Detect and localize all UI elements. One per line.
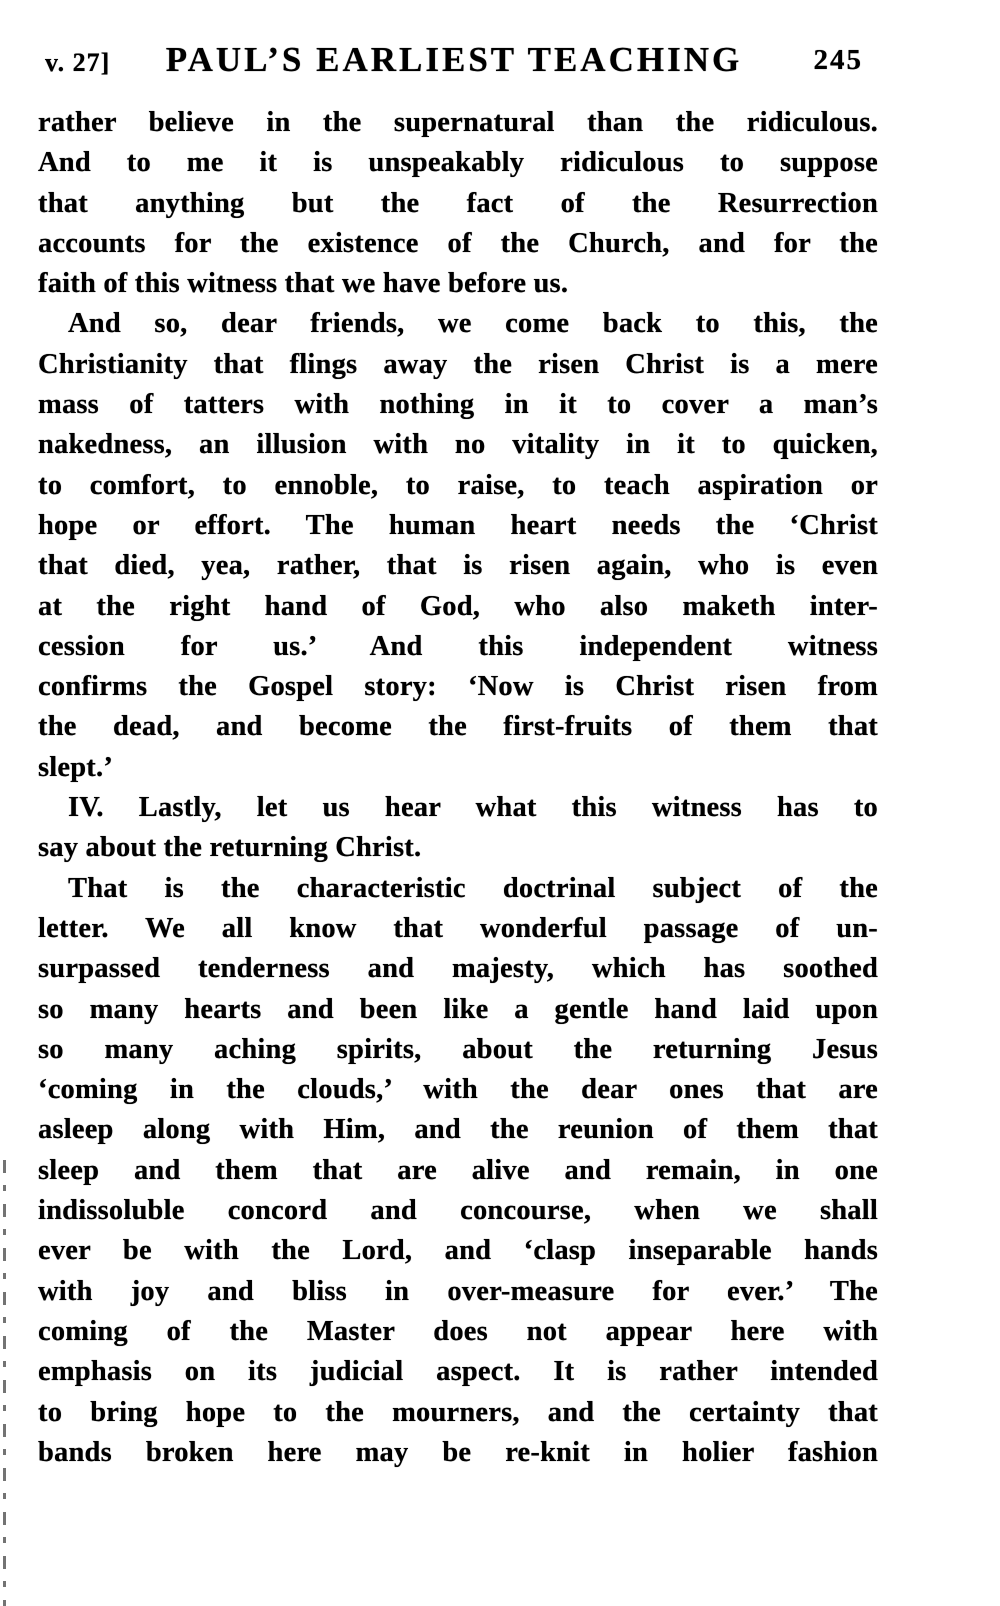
text-line: faith of this witness that we have before us. [38,268,569,300]
text-line: to comfort, to ennoble, to raise, to teach aspiration or [38,469,878,501]
scan-edge-artifact [3,1160,6,1606]
text-line: And so, dear friends, we come back to this, the [68,308,878,340]
text-line: coming of the Master does not appear here with [38,1315,878,1347]
text-line: say about the returning Christ. [38,832,422,864]
text-line: accounts for the existence of the Church, and for the [38,227,878,259]
text-line: asleep along with Him, and the reunion of them that [38,1114,878,1146]
text-line: nakedness, an illusion with no vitality in it to quicken, [38,429,878,461]
text-line: so many aching spirits, about the returning Jesus [38,1033,878,1065]
text-line: That is the characteristic doctrinal subject of the [68,872,878,904]
text-line: that anything but the fact of the Resurrection [38,187,878,219]
text-line: at the right hand of God, who also maketh inter- [38,590,878,622]
text-line: so many hearts and been like a gentle hand laid upon [38,993,878,1025]
text-line: indissoluble concord and concourse, when we shall [38,1195,878,1227]
text-line: IV. Lastly, let us hear what this witness has to [68,792,878,824]
text-line: the dead, and become the first-fruits of them that [38,711,878,743]
text-line: slept.’ [38,751,114,783]
text-line: that died, yea, rather, that is risen again, who is even [38,550,878,582]
text-line: Christianity that flings away the risen Christ is a mere [38,348,878,380]
running-title: PAUL’S EARLIEST TEACHING [165,40,743,79]
page-number: 245 [813,44,863,76]
verse-reference: v. 27] [45,48,111,77]
page-body [38,103,878,1473]
text-line: surpassed tenderness and majesty, which has soothed [38,953,878,985]
text-line: letter. We all know that wonderful passage of un- [38,912,878,944]
text-line: with joy and bliss in over-measure for ever.’ The [38,1275,878,1307]
text-line: ‘coming in the clouds,’ with the dear ones that are [38,1074,878,1106]
text-line: And to me it is unspeakably ridiculous to suppose [38,147,878,179]
text-line: mass of tatters with nothing in it to cover a man’s [38,389,878,421]
text-line: emphasis on its judicial aspect. It is rather intended [38,1356,878,1388]
text-line: hope or effort. The human heart needs the ‘Christ [38,509,878,541]
page-header [45,40,863,86]
text-line: bands broken here may be re-knit in holier fashion [38,1436,878,1468]
text-line: confirms the Gospel story: ‘Now is Christ risen from [38,671,878,703]
text-line: sleep and them that are alive and remain, in one [38,1154,878,1186]
text-line: to bring hope to the mourners, and the certainty that [38,1396,878,1428]
text-line: rather believe in the supernatural than the ridiculous. [38,107,878,138]
text-line: cession for us.’ And this independent witness [38,630,878,662]
text-line: ever be with the Lord, and ‘clasp inseparable hands [38,1235,878,1267]
